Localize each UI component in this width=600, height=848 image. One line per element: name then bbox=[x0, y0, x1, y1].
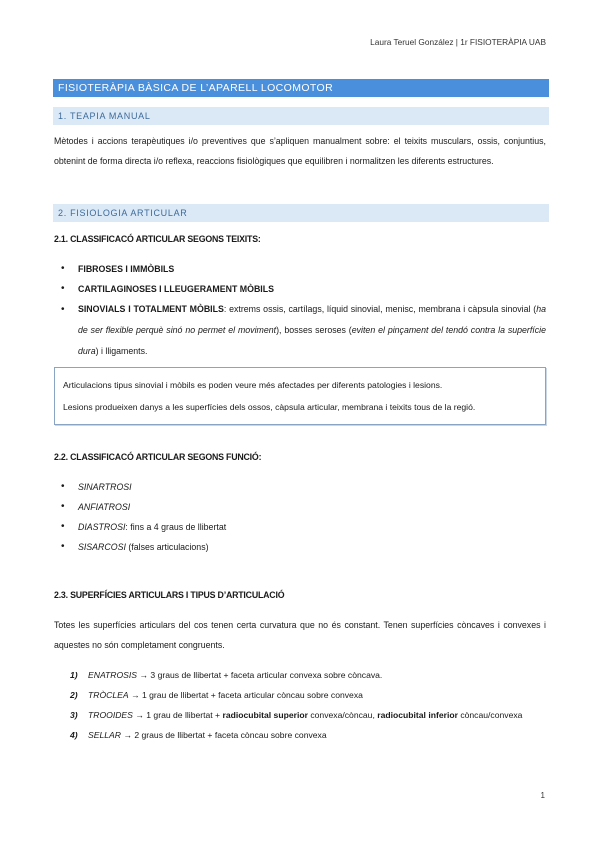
list-item bbox=[54, 497, 546, 517]
bullet-icon: • bbox=[61, 501, 65, 512]
callout-box bbox=[54, 367, 546, 425]
callout-line: Articulacions tipus sinovial i mòbils es poden veure més afectades per diferents patologies i lesions. bbox=[63, 380, 443, 390]
list-item bbox=[54, 477, 546, 497]
list-item-number: 1) bbox=[70, 670, 78, 680]
list-item-text: → 2 graus de llibertat + faceta còncau sobre convexa bbox=[120, 730, 327, 740]
list-item-note: eviten el pinçament del tendó contra la superfície dura bbox=[78, 325, 546, 356]
callout-line: Lesions produeixen danys a les superfícies dels ossos, càpsula articular, membrana i teixits tous de la regió. bbox=[63, 402, 476, 412]
subsection-title-2-2: 2.2. CLASSIFICACÓ ARTICULAR SEGONS FUNCIÓ: bbox=[54, 452, 262, 462]
list-item-number: 2) bbox=[70, 690, 78, 700]
list-item-label: SISARCOSI bbox=[78, 542, 126, 552]
bullet-icon: • bbox=[61, 304, 65, 315]
list-item-label: SINOVIALS I TOTALMENT MÒBILS bbox=[78, 304, 224, 314]
running-header: Laura Teruel González | 1r FISIOTERÀPIA UAB bbox=[370, 37, 546, 47]
list-item-label: ENATROSIS bbox=[88, 670, 138, 680]
manual-therapy-definition: Mètodes i accions terapèutiques i/o preventives que s’apliquen manualment sobre: el teixits musculars, ossis, conjuntius, obtenint de forma directa i/o reflexa, reaccions fisiològiques que equilibren i normalitzen les diferents estructures. bbox=[54, 136, 546, 166]
list-item bbox=[54, 279, 546, 299]
main-section-title: FISIOTERÀPIA BÀSICA DE L’APARELL LOCOMOTOR bbox=[53, 79, 549, 97]
list-item bbox=[54, 537, 546, 557]
list-item-text: ), bosses seroses ( bbox=[276, 325, 352, 335]
list-item bbox=[54, 705, 546, 725]
page-number: 1 bbox=[540, 791, 545, 800]
list-item-note: ha de ser flexible perquè sinó no permet el moviment bbox=[78, 304, 546, 335]
list-item bbox=[54, 259, 546, 279]
list-item-label: ANFIATROSI bbox=[78, 502, 131, 512]
list-item-text: → 1 grau de llibertat + faceta articular còncau sobre convexa bbox=[128, 690, 363, 700]
list-item bbox=[54, 685, 546, 705]
joint-types-list bbox=[54, 665, 546, 745]
list-item-label: TRÒCLEA bbox=[88, 690, 129, 700]
list-item bbox=[54, 665, 546, 685]
surfaces-paragraph: Totes les superfícies articulars del cos tenen certa curvatura que no és constant. Tenen superfícies còncaves i convexes i aquestes no són completament congruents. bbox=[54, 620, 546, 650]
tissue-classification-list bbox=[54, 259, 546, 362]
subsection-title-2-3: 2.3. SUPERFÍCIES ARTICULARS I TIPUS D’ARTICULACIÓ bbox=[54, 590, 285, 600]
bullet-icon: • bbox=[61, 283, 65, 294]
list-item-text: : extrems ossis, cartílags, líquid sinovial, menisc, membrana i càpsula sinovial ( bbox=[223, 304, 537, 314]
bullet-icon: • bbox=[61, 541, 65, 552]
list-item-highlight: radiocubital superior bbox=[222, 710, 308, 720]
section-heading-2: 2. FISIOLOGIA ARTICULAR bbox=[53, 204, 549, 222]
list-item-number: 4) bbox=[70, 730, 78, 740]
list-item bbox=[54, 517, 546, 537]
section-heading-1: 1. TEAPIA MANUAL bbox=[53, 107, 549, 125]
list-item-label: TROOIDES bbox=[88, 710, 133, 720]
bullet-icon: • bbox=[61, 521, 65, 532]
list-item-label: SINARTROSI bbox=[78, 482, 132, 492]
list-item-text: → 3 graus de llibertat + faceta articular convexa sobre còncava. bbox=[137, 670, 383, 680]
list-item-label: CARTILAGINOSES I LLEUGERAMENT MÒBILS bbox=[78, 284, 274, 294]
list-item bbox=[54, 299, 546, 362]
bullet-icon: • bbox=[61, 263, 65, 274]
list-item-text: : fins a 4 graus de llibertat bbox=[125, 522, 227, 532]
list-item-label: FIBROSES I IMMÒBILS bbox=[78, 264, 175, 274]
list-item-text: (falses articulacions) bbox=[125, 542, 209, 552]
list-item-text: → 1 grau de llibertat + bbox=[132, 710, 223, 720]
list-item-text: convexa/còncau, bbox=[307, 710, 378, 720]
list-item-label: SELLAR bbox=[88, 730, 121, 740]
subsection-title-2-1: 2.1. CLASSIFICACÓ ARTICULAR SEGONS TEIXITS: bbox=[54, 234, 261, 244]
list-item bbox=[54, 725, 546, 745]
list-item-highlight: radiocubital inferior bbox=[377, 710, 458, 720]
list-item-text: còncau/convexa bbox=[457, 710, 523, 720]
function-classification-list bbox=[54, 477, 546, 557]
list-item-number: 3) bbox=[70, 710, 78, 720]
list-item-label: DIASTROSI bbox=[78, 522, 126, 532]
list-item-text: ) i lligaments. bbox=[95, 346, 148, 356]
bullet-icon: • bbox=[61, 481, 65, 492]
